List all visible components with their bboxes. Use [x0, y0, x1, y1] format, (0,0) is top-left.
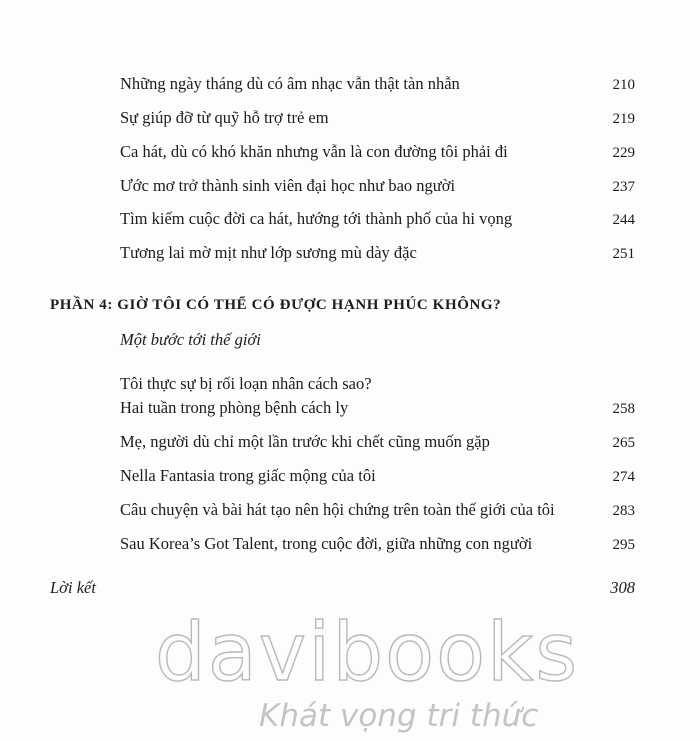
- toc-entry-page: 251: [612, 246, 635, 262]
- toc-entry-title: Sự giúp đỡ từ quỹ hỗ trợ trẻ em: [120, 108, 329, 127]
- toc-entry-title: Ca hát, dù có khó khăn nhưng vẫn là con đường tôi phải đi: [120, 142, 508, 161]
- toc-entry-title: Mẹ, người dù chỉ một lần trước khi chết cũng muốn gặp: [120, 432, 490, 451]
- toc-entry-title: Sau Korea’s Got Talent, trong cuộc đời, giữa những con người: [120, 534, 533, 553]
- toc-entry-page: 237: [612, 179, 635, 195]
- toc-entry: [120, 74, 635, 95]
- toc-entry: [120, 142, 635, 163]
- toc-entry: [120, 176, 635, 197]
- watermark-brand: davibooks: [155, 606, 580, 699]
- toc-entry-page: 244: [612, 212, 635, 228]
- watermark-slogan: Khát vọng tri thức: [259, 698, 539, 734]
- toc-entry-page: 219: [612, 111, 635, 127]
- epilogue-entry: [50, 578, 635, 598]
- toc-entry: [120, 398, 635, 419]
- toc-entry: [120, 108, 635, 129]
- toc-entry-page: 258: [612, 401, 635, 417]
- toc-entry-title: Hai tuần trong phòng bệnh cách ly: [120, 398, 349, 417]
- toc-entry-title: Nella Fantasia trong giấc mộng của tôi: [120, 466, 376, 485]
- toc-entry: [120, 374, 635, 394]
- toc-entry-page: 265: [612, 435, 635, 451]
- toc-entry-page: 295: [612, 537, 635, 553]
- part-4-subtitle: Một bước tới thế giới: [120, 330, 261, 349]
- epilogue-page: 308: [610, 578, 635, 597]
- toc-entry: [120, 243, 635, 264]
- toc-entry-title: Những ngày tháng dù có âm nhạc vẫn thật tàn nhẫn: [120, 74, 460, 93]
- toc-entry-page: 210: [612, 77, 635, 93]
- toc-entry: [120, 209, 635, 230]
- davibooks-watermark: [155, 606, 580, 734]
- toc-entry: [120, 500, 635, 521]
- toc-entry-title: Tôi thực sự bị rối loạn nhân cách sao?: [120, 374, 372, 393]
- toc-entry-title: Tương lai mờ mịt như lớp sương mù dày đặc: [120, 243, 417, 262]
- toc-entry-page: 274: [612, 469, 635, 485]
- toc-entry-title: Câu chuyện và bài hát tạo nên hội chứng trên toàn thế giới của tôi: [120, 500, 555, 519]
- toc-entry: [120, 466, 635, 487]
- epilogue-title: Lời kết: [50, 578, 96, 597]
- toc-entry-page: 229: [612, 145, 635, 161]
- toc-entry: [120, 534, 635, 555]
- toc-entry: [120, 432, 635, 453]
- toc-entry-title: Ước mơ trở thành sinh viên đại học như bao người: [120, 176, 456, 195]
- toc-entry-page: 283: [612, 503, 635, 519]
- part-4-heading: PHẦN 4: GIỜ TÔI CÓ THỂ CÓ ĐƯỢC HẠNH PHÚC KHÔNG?: [50, 297, 502, 313]
- toc-entry-title: Tìm kiếm cuộc đời ca hát, hướng tới thành phố của hi vọng: [120, 209, 513, 228]
